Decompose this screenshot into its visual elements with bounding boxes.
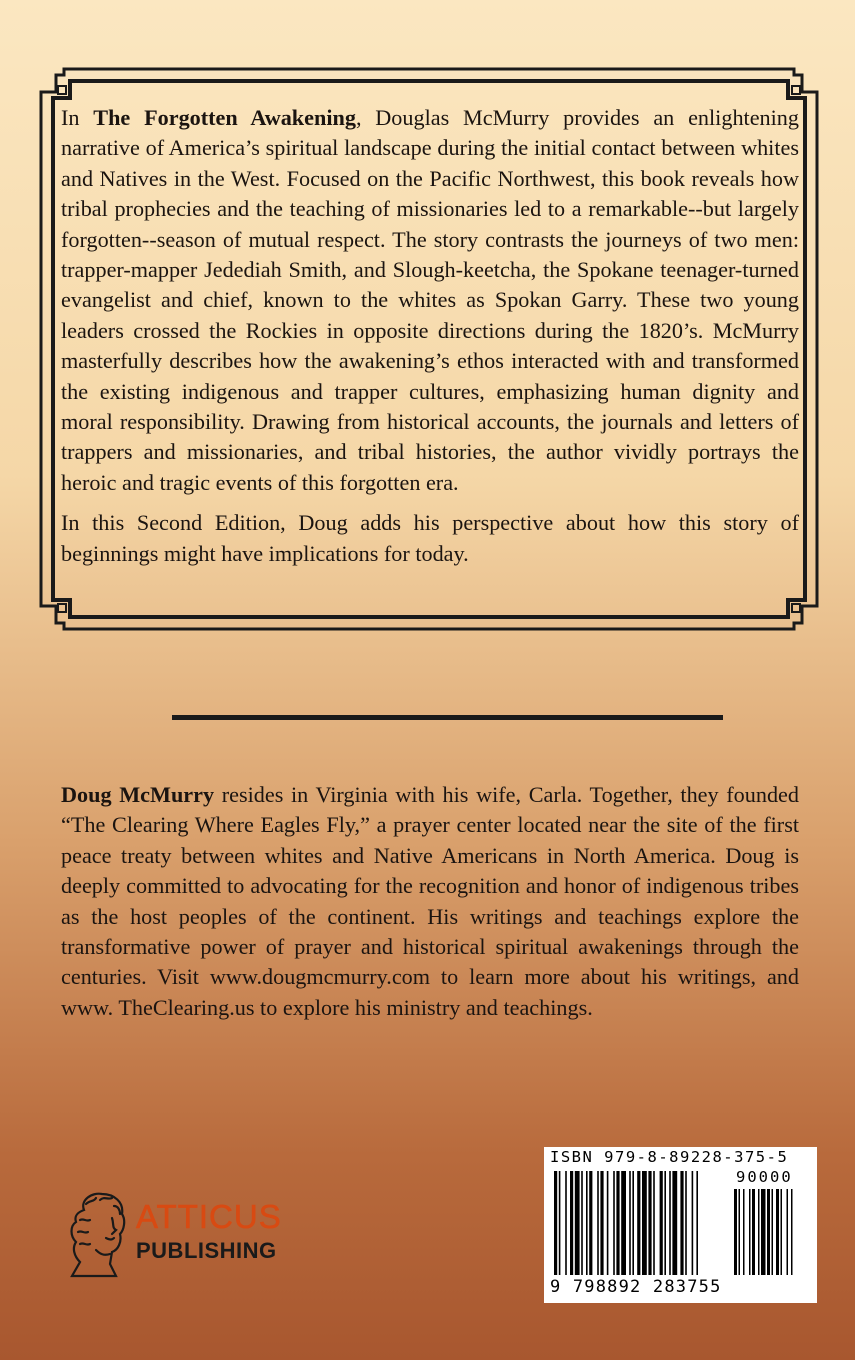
barcode-addon-bar [734, 1189, 737, 1275]
barcode-bar [660, 1171, 663, 1275]
barcode-bar [669, 1171, 671, 1275]
barcode-addon-bar [781, 1189, 783, 1275]
barcode-bar [559, 1171, 561, 1275]
ean-digits: 9 798892 283755 [550, 1277, 722, 1297]
barcode-bar [581, 1171, 583, 1275]
barcode-bar [600, 1171, 603, 1275]
barcode-bar [692, 1171, 694, 1275]
barcode-bar [616, 1171, 619, 1275]
barcode-addon-bar [772, 1189, 774, 1275]
isbn-label: ISBN 979-8-89228-375-5 [550, 1148, 789, 1166]
author-bio-text: resides in Virginia with his wife, Carla. Together, they founded “The Clearing Where Eagles Fly,” a prayer center located near the site of the first peace treaty between whites and Native Americans in North America. Doug is deeply committed to advocating for the recognition and honor of indigenous tribes as the host peoples of the continent. His writings and teachings explore the transformative power of prayer and historical spiritual awakenings through the centuries. Visit www.dougmcmurry.com to learn more about his writings, and www. TheClearing.us to explore his ministry and teachings. [61, 782, 799, 1020]
barcode-addon-bar [758, 1189, 760, 1275]
barcode-bar [637, 1171, 640, 1275]
isbn-barcode [544, 1147, 817, 1303]
barcode-addon-bar [791, 1189, 793, 1275]
book-description [61, 103, 799, 579]
barcode-bar [565, 1171, 567, 1275]
barcode-bar [589, 1171, 592, 1275]
barcode-addon-bar [743, 1189, 745, 1275]
barcode-bar [621, 1171, 626, 1275]
barcode-bar [648, 1171, 651, 1275]
description-paragraph-2: In this Second Edition, Doug adds his perspective about how this story of beginnings might have implications for today. [61, 510, 799, 566]
barcode-addon-bar [767, 1189, 770, 1275]
barcode-bar [575, 1171, 580, 1275]
publisher-name-line2: PUBLISHING [136, 1238, 277, 1263]
barcode-addon-bar [749, 1189, 751, 1275]
author-bio [61, 780, 799, 1023]
barcode-bar [685, 1171, 687, 1275]
barcode-bar [570, 1171, 573, 1275]
barcode-bar [664, 1171, 666, 1275]
classical-head-icon [66, 1190, 132, 1280]
barcode-bar [642, 1171, 647, 1275]
author-name: Doug McMurry [61, 782, 215, 807]
publisher-logo [66, 1190, 306, 1280]
publisher-name-line1: ATTICUS [136, 1198, 282, 1235]
barcode-bar [597, 1171, 599, 1275]
barcode-bar [607, 1171, 609, 1275]
barcode-bar [586, 1171, 588, 1275]
barcode-addon-bar [787, 1189, 789, 1275]
barcode-addon-bar [752, 1189, 755, 1275]
barcode-bar [672, 1171, 677, 1275]
price-code: 90000 [736, 1168, 793, 1186]
barcode-addon-bar [739, 1189, 741, 1275]
barcode-bar [680, 1171, 683, 1275]
barcode-bar [554, 1171, 557, 1275]
section-divider [172, 715, 723, 720]
barcode-addon-bar [776, 1189, 779, 1275]
description-paragraph-1: In The Forgotten Awakening, Douglas McMurry provides an enlightening narrative of America’s spiritual landscape during the initial contact between whites and Natives in the West. Focused on the Pacific Northwest, this book reveals how tribal prophecies and the teaching of missionaries led to a remarkable--but largely forgotten--season of mutual respect. The story contrasts the journeys of two men: trapper-mapper Jedediah Smith, and Slough-keetcha, the Spokane teenager-turned evangelist and chief, known to the whites as Spokan Garry. These two young leaders crossed the Rockies in opposite directions during the 1820’s. McMurry masterfully describes how the awakening’s ethos interacted with and transformed the existing indigenous and trapper cultures, emphasizing human dignity and moral responsibility. Drawing from historical accounts, the journals and letters of trappers and missionaries, and tribal histories, the author vividly portrays the heroic and tragic events of this forgotten era. [61, 105, 799, 495]
barcode-bar [613, 1171, 615, 1275]
barcode-addon-bar [761, 1189, 766, 1275]
book-title: The Forgotten Awakening [93, 105, 356, 130]
barcode-bar [696, 1171, 698, 1275]
barcode-bar [632, 1171, 634, 1275]
barcode-bar [629, 1171, 631, 1275]
barcode-bar [653, 1171, 655, 1275]
